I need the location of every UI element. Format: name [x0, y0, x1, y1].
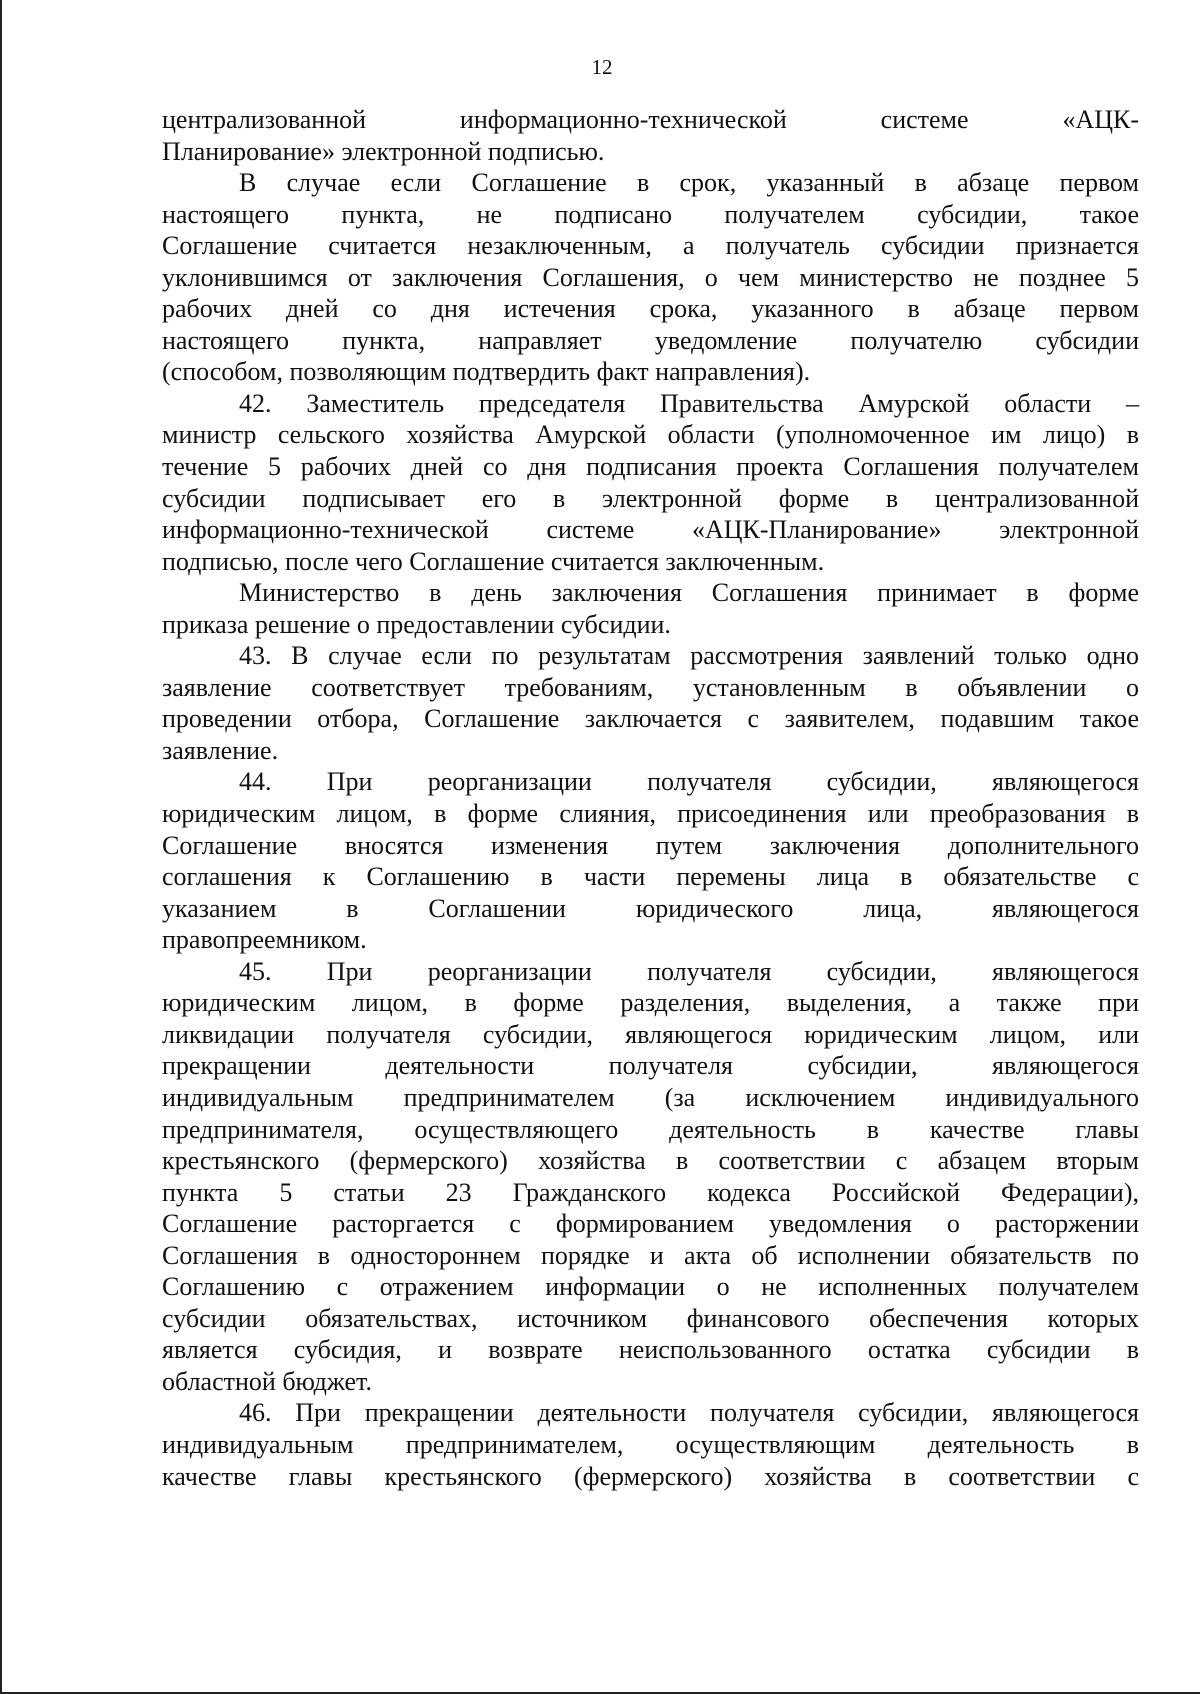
text-line: 45. При реорганизации получателя субсидии, являющегося [239, 956, 1139, 986]
paragraph [162, 640, 1139, 766]
text-line: течение 5 рабочих дней со дня подписания проекта Соглашения получателем [162, 452, 1139, 482]
text-line: индивидуальным предпринимателем (за исключением индивидуального [162, 1082, 1139, 1112]
text-line: (способом, позволяющим подтвердить факт направления). [162, 357, 811, 387]
text-line: заявление. [162, 735, 279, 765]
text-line: Соглашение считается незаключенным, а получатель субсидии признается [162, 231, 1139, 261]
paragraph [162, 167, 1139, 388]
text-line: субсидии подписывает его в электронной форме в централизованной [162, 483, 1139, 513]
text-line: качестве главы крестьянского (фермерского) хозяйства в соответствии с [162, 1461, 1139, 1491]
text-line: В случае если Соглашение в срок, указанный в абзаце первом [239, 168, 1139, 198]
text-line: областной бюджет. [162, 1366, 372, 1396]
text-line: 46. При прекращении деятельности получателя субсидии, являющегося [239, 1398, 1139, 1428]
text-line: соглашения к Соглашению в части перемены лица в обязательстве с [162, 862, 1139, 892]
text-line: крестьянского (фермерского) хозяйства в соответствии с абзацем вторым [162, 1146, 1139, 1176]
paragraph [162, 577, 1139, 640]
text-line: подписью, после чего Соглашение считается заключенным. [162, 546, 825, 576]
text-line: Соглашение расторгается с формированием уведомления о расторжении [162, 1209, 1139, 1239]
text-line: информационно-технической системе «АЦК-Планирование» электронной [162, 515, 1139, 545]
text-line: является субсидия, и возврате неиспользованного остатка субсидии в [162, 1335, 1139, 1365]
text-line: настоящего пункта, направляет уведомление получателю субсидии [162, 325, 1139, 355]
text-line: прекращении деятельности получателя субсидии, являющегося [162, 1051, 1139, 1081]
text-line: индивидуальным предпринимателем, осуществляющим деятельность в [162, 1429, 1139, 1459]
paragraph [162, 956, 1139, 1398]
text-line: юридическим лицом, в форме слияния, присоединения или преобразования в [162, 799, 1139, 829]
paragraph [162, 766, 1139, 955]
document-body [162, 104, 1139, 1492]
text-line: юридическим лицом, в форме разделения, выделения, а также при [162, 988, 1139, 1018]
text-line: централизованной информационно-технической системе «АЦК- [162, 105, 1139, 134]
paragraph [162, 1397, 1139, 1492]
paragraph [162, 104, 1139, 167]
text-line: 44. При реорганизации получателя субсидии, являющегося [239, 767, 1139, 797]
text-line: рабочих дней со дня истечения срока, указанного в абзаце первом [162, 294, 1139, 324]
text-line: Соглашению с отражением информации о не исполненных получателем [162, 1272, 1139, 1302]
text-line: предпринимателя, осуществляющего деятельность в качестве главы [162, 1114, 1139, 1144]
text-line: заявление соответствует требованиям, установленным в объявлении о [162, 672, 1139, 702]
text-line: пункта 5 статьи 23 Гражданского кодекса Российской Федерации), [162, 1177, 1139, 1207]
text-line: уклонившимся от заключения Соглашения, о чем министерство не позднее 5 [162, 262, 1139, 292]
text-line: министр сельского хозяйства Амурской области (уполномоченное им лицо) в [162, 420, 1139, 450]
text-line: Планирование» электронной подписью. [162, 136, 605, 166]
page-number: 12 [591, 55, 613, 79]
text-line: Министерство в день заключения Соглашения принимает в форме [239, 578, 1139, 608]
text-line: Соглашение вносятся изменения путем заключения дополнительного [162, 830, 1139, 860]
text-line: указанием в Соглашении юридического лица, являющегося [162, 893, 1139, 923]
text-line: проведении отбора, Соглашение заключается с заявителем, подавшим такое [162, 704, 1139, 734]
text-line: приказа решение о предоставлении субсидии. [162, 609, 671, 639]
text-line: 43. В случае если по результатам рассмотрения заявлений только одно [239, 641, 1139, 671]
paragraph [162, 388, 1139, 577]
text-line: ликвидации получателя субсидии, являющегося юридическим лицом, или [162, 1019, 1139, 1049]
text-line: настоящего пункта, не подписано получателем субсидии, такое [162, 199, 1139, 229]
text-line: субсидии обязательствах, источником финансового обеспечения которых [162, 1303, 1139, 1333]
text-line: правопреемником. [162, 925, 367, 955]
text-line: 42. Заместитель председателя Правительства Амурской области – [239, 388, 1139, 418]
text-line: Соглашения в одностороннем порядке и акта об исполнении обязательств по [162, 1240, 1139, 1270]
